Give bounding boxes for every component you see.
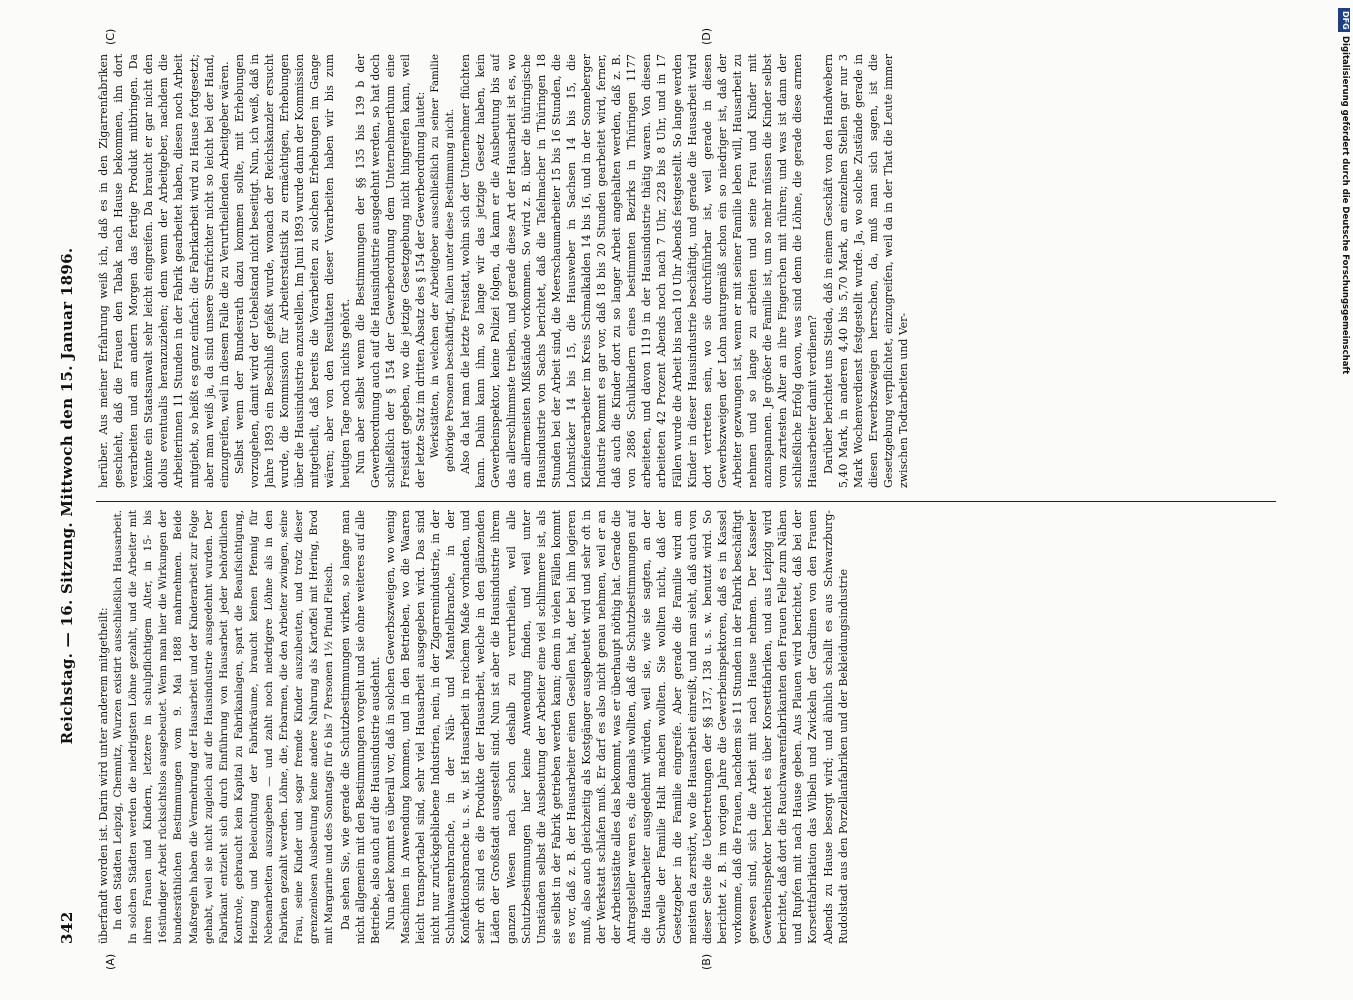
margin-marker-d: (D) [700, 27, 713, 45]
paragraph: Darüber berichtet uns Stieda, daß in einem Geschäft von den Handwebern 5,40 Mark, in anderen 4,40 bis 5,70 Mark, an einzelnen Stellen gar nur 3 Mark Wochenverdienst festgestellt wurde. Ja, wo solche Zustände gerade in diesen Erwerbszweigen herrschen, da, muß man sich sagen, ist die Gesetzgebung verpflichtet, einzugreifen, weil da in der That die Leute immer zwischen Todtarbeiten und Ver- [821, 54, 910, 488]
page-title: Reichstag. — 16. Sitzung. Mittwoch den 15. Januar 1896. [58, 247, 76, 745]
right-column [96, 54, 1276, 488]
digitization-credit: Digitalisierung gefördert durch die Deutsche Forschungsgemeinschaft [1340, 36, 1350, 375]
quoted-statute: Werkstätten, in welchen der Arbeitgeber ausschließlich zu seiner Familie gehörige Personen beschäftigt, fallen unter diese Bestimmung nicht. [429, 54, 457, 472]
margin-marker-c: (C) [104, 28, 117, 45]
paragraph: Nun aber kommt es überall vor, daß in solchen Gewerbszweigen, wo wenig Maschinen in Anwendung kommen, und in den Betrieben, wo die Waaren leicht transportabel sind, sehr viel Hausarbeit ausgegeben wird. Das sind nicht nur zurückgebliebene Industrien, nein, in der Zigarrenindustrie, in der Schuhwaarenbranche, in der Näh- und Mantelbranche, in der Konfektionsbranche u. s. w. ist Hausarbeit in reichem Maße vorhanden, und sehr oft sind es die Produkte der Hausarbeit, welche in den glänzenden Läden der Großstadt ausgestellt sind. Nun ist aber die Hausindustrie ihrem ganzen Wesen nach schon deshalb zu verurtheilen, weil alle Schutzbestimmungen hier keine Anwendung finden, und weil unter Umständen selbst die Ausbeutung der Arbeiter eine viel schlimmere ist, als sie selbst in der Fabrik getrieben werden kann; denn in vielen Fällen kommt es vor, daß z. B. der Hausarbeiter einen Gesellen hat, der bei ihm logieren muß, also auch gleichzeitig als Kostgänger ausgebeutet wird und sehr oft in der Werkstatt schlafen muß. Er darf es also nicht genau nehmen, weil er an der Arbeitsstätte alles das bekommt, was er überhaupt nöthig hat. Gerade die Antragsteller waren es, die damals wollten, daß die Schutzbestimmungen auf die Hausarbeiter ausgedehnt würden, weil sie, wie sie sagten, an der Schwelle der Familie Halt machen wollten. Sie wollten nicht, daß der Gesetzgeber in die Familie eingreife. Aber gerade die Familie wird am meisten da zerstört, wo die Hausarbeit einreißt, und man sieht, daß auch von dieser Seite die Uebertretungen der §§ 137, 138 u. s. w. benutzt wird. So berichtet z. B. im vorigen Jahre die Gewerbeinspektoren, daß es in Kassel vorkomme, daß die Frauen, nachdem sie 11 Stunden in der Fabrik beschäftigt gewesen sind, sich die Arbeit mit nach Hause nehmen. Der Kasseler Gewerbeinspektor berichtet es über Korsettfabriken, und aus Leipzig wird berichtet, daß dort die Rauchwaarenfabrikanten den Frauen Felle zum Nähen und Rupfen mit nach Hause geben. Aus Plauen wird berichtet, daß bei der Korsettfabrikation das Wibeln und Zwickeln der Gardinen von den Frauen Abends zu Hause besorgt wird; und ähnlich schallt es aus Schwarzburg-Rudolstadt aus den Porzellanfabriken und der Bekleidungsindustrie [383, 510, 850, 944]
paragraph: herüber. Aus meiner Erfahrung weiß ich, daß es in den Zigarrenfabriken geschieht, daß die Frauen den Tabak nach Hause bekommen, ihn dort verarbeiten und am andern Morgen das fertige Produkt mitbringen. Da könnte ein Staatsanwalt sehr leicht eingreifen. Da braucht er gar nicht den dolus eventualis heranzuziehen; denn wenn der Arbeitgeber, nachdem die Arbeiterinnen 11 Stunden in der Fabrik gearbeitet haben, diesen noch Arbeit mitgiebt, so heißt es ganz einfach: die Fabrikarbeit wird zu Hause fortgesetzt; aber man weiß ja, da sind unsere Strafrichter nicht so leicht bei der Hand, einzugreifen, weil in diesem Falle die zu Verurtheilenden Arbeitgeber wären. [97, 54, 231, 488]
paragraph: In den Städten Leipzig, Chemnitz, Wurzen existirt ausschließlich Hausarbeit. In solchen Städten werden die niedrigsten Löhne gezahlt, und die Arbeiter mit ihren Frauen und Kindern, letztere in schulpflichtigem Alter, in 15- bis 16stündiger Arbeit rücksichtslos ausgebeutet. Wenn man hier die Wirkungen der bundesräthlichen Bestimmungen vom 9. Mai 1888 mahrnehmen. Beide Maßregeln haben die Vermehrung der Hausarbeit und der Kinderarbeit zur Folge gehabt, weil sie nicht zugleich auf die Hausindustrie ausgedehnt wurden. Der Fabrikant entzieht sich durch Einführung von Hausarbeit jeder behördlichen Kontrole, gebraucht kein Kapital zu Fabrikanlagen, spart die Beaufsichtigung, Heizung und Beleuchtung der Fabrikräume, braucht keinen Pfennig für Nebenarbeiten auszugeben — und zahlt noch niedrigere Löhne als in den Fabriken gezahlt werden. Löhne, die, Erbarmen, die den Arbeiter zwingen, seine Frau, seine Kinder und sogar fremde Kinder auszubeuten, und trotz dieser grenzenlosen Ausbeutung keine andere Nahrung als Kartoffel mit Hering, Brod mit Margarine und des Sonntags für 6 bis 7 Personen 1½ Pfund Fleisch. [112, 510, 336, 944]
paragraph: Also da hat man die letzte Freistatt, wohin sich der Unternehmer flüchten kann. Dahin kann ihm, so lange wir das jetzige Gesetz haben, kein Gewerbeinspektor, keine Polizei folgen, da kann er die Ausbeutung bis auf das allerschlimmste treiben, und gerade diese Art der Hausarbeit ist es, wo am allermeisten Mißstände vorkommen. So wird z. B. über die thüringische Hausindustrie von Sachs berichtet, daß die Tafelmacher in Thüringen 18 Stunden bei der Arbeit sind, die Meerschaumarbeiter 15 bis 16 Stunden, die Lohnsticker 14 bis 15, die Hausweber in Sachsen 14 bis 15, die Kleinfeuerarbeiter im Kreis Schmalkalden 14 bis 16, und in der Sonneberger Industrie kommt es gar vor, daß 18 bis 20 Stunden gearbeitet wird, ferner, daß auch die Kinder dort zu so langer Arbeit angehalten werden, daß z. B. von 2886 Schulkindern eines bestimmten Bezirks in Thüringen 1177 arbeiteten, und davon 1119 in der Hausindustrie thätig waren. Von diesen arbeiteten 42 Prozent Abends noch nach 7 Uhr, 228 bis 8 Uhr, und in 17 Fällen wurde die Arbeit bis nach 10 Uhr Abends festgestellt. So lange werden Kinder in dieser Hausindustrie beschäftigt, und gerade die Hausarbeit wird dort vertreten sein, wo sie durchführbar ist, weil gerade in diesen Gewerbszweigen der Lohn naturgemäß schon ein so niedriger ist, daß der Arbeiter gezwungen ist, wenn er mit seiner Familie leben will, Hausarbeit zu nehmen und so lange zu arbeiten und seine Frau und Kinder mit anzuspannen. Je größer die Familie ist, um so mehr müssen die Kinder selbst vom zartesten Alter an ihre Fingerchen mit rühren; und was ist dann der schließliche Erfolg davon, was sind denn die Löhne, die gerade diese armen Hausarbeiter damit verdienen? [459, 54, 820, 488]
paragraph: Da sehen Sie, wie gerade die Schutzbestimmungen wirken, so lange man nicht allgemein mit den Bestimmungen vorgeht und sie ohne weiteres auf alle Betriebe, also auch auf die Hausindustrie ausdehnt. [338, 510, 382, 944]
paragraph: überfandt worden ist. Darin wird unter anderem mitgetheilt: [97, 607, 110, 944]
column-divider [96, 501, 1276, 502]
left-column [96, 510, 1276, 944]
paragraph: Selbst wenn der Bundesrath dazu kommen sollte, mit Erhebungen vorzugehen, damit wird der Uebelstand nicht beseitigt. Nun, ich weiß, daß in Jahre 1893 ein Beschluß gefaßt wurde, wonach der Reichskanzler ersucht wurde, die Kommission für Arbeiterstatistik zu ermächtigen, Erhebungen über die Hausindustrie anzustellen. Im Juni 1893 wurde dann der Kommission mitgetheilt, daß bereits die Vorarbeiten zu solchen Erhebungen im Gange wären; aber von den Resultaten dieser Vorarbeiten haben wir bis zum heutigen Tage noch nichts gehört. [232, 54, 352, 488]
page-number: 342 [58, 911, 76, 944]
margin-marker-a: (A) [104, 953, 117, 970]
page-header [58, 48, 80, 944]
margin-marker-b: (B) [700, 953, 713, 970]
dfg-logo: DFG [1338, 8, 1350, 32]
paragraph: Nun aber selbst wenn die Bestimmungen der §§ 135 bis 139 b der Gewerbeordnung auch auf die Hausindustrie ausgedehnt werden, so hat doch schließlich der § 154 der Gewerbeordnung dem Unternehmerthum eine Freistatt gegeben, wo die jetzige Gesetzgebung nicht hingreifen kann, weil der letzte Satz im dritten Absatz des § 154 der Gewerbeordnung lautet: [353, 54, 427, 488]
